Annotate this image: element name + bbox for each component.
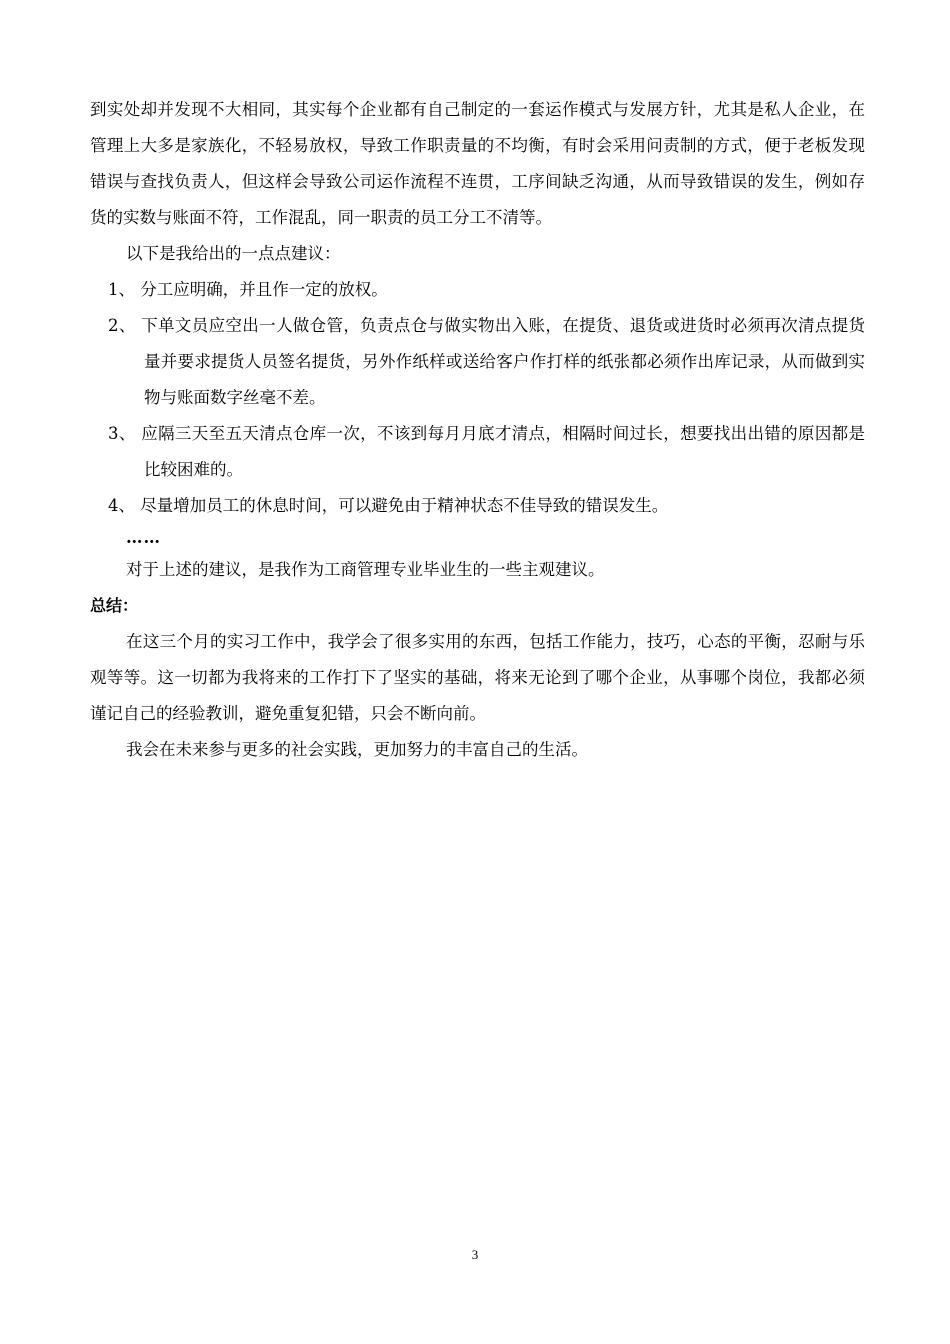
page-number: 3 [471,1247,479,1262]
document-body [90,92,865,768]
suggestions-intro: 以下是我给出的一点点建议： [126,244,341,263]
ellipsis: …… [126,528,161,547]
suggestion-item-1: 1、 分工应明确，并且作一定的放权。 [108,280,388,299]
suggestion-item-3: 3、 应隔三天至五天清点仓库一次，不该到每月月底才清点，相隔时间过长，想要找出出错的原因都是比较困难的。 [108,424,865,479]
summary-heading: 总结： [90,596,139,615]
intro-paragraph: 到实处却并发现不大相同，其实每个企业都有自己制定的一套运作模式与发展方针，尤其是私人企业，在管理上大多是家族化，不轻易放权，导致工作职责量的不均衡，有时会采用问责制的方式，便于老板发现错误与查找负责人，但这样会导致公司运作流程不连贯，工序间缺乏沟通，从而导致错误的发生，例如存货的实数与账面不符，工作混乱，同一职责的员工分工不清等。 [90,100,865,227]
summary-paragraph-2: 我会在未来参与更多的社会实践，更加努力的丰富自己的生活。 [126,740,588,759]
suggestion-item-2: 2、 下单文员应空出一人做仓管，负责点仓与做实物出入账，在提货、退货或进货时必须再次清点提货量并要求提货人员签名提货，另外作纸样或送给客户作打样的纸张都必须作出库记录，从而做到实物与账面数字丝毫不差。 [108,316,865,407]
summary-paragraph-1: 在这三个月的实习工作中，我学会了很多实用的东西，包括工作能力，技巧，心态的平衡，忍耐与乐观等等。这一切都为我将来的工作打下了坚实的基础，将来无论到了哪个企业，从事哪个岗位，我都必须谨记自己的经验教训，避免重复犯错，只会不断向前。 [90,632,865,723]
suggestion-item-4: 4、 尽量增加员工的休息时间，可以避免由于精神状态不佳导致的错误发生。 [108,496,669,515]
suggestions-note: 对于上述的建议，是我作为工商管理专业毕业生的一些主观建议。 [126,560,605,579]
